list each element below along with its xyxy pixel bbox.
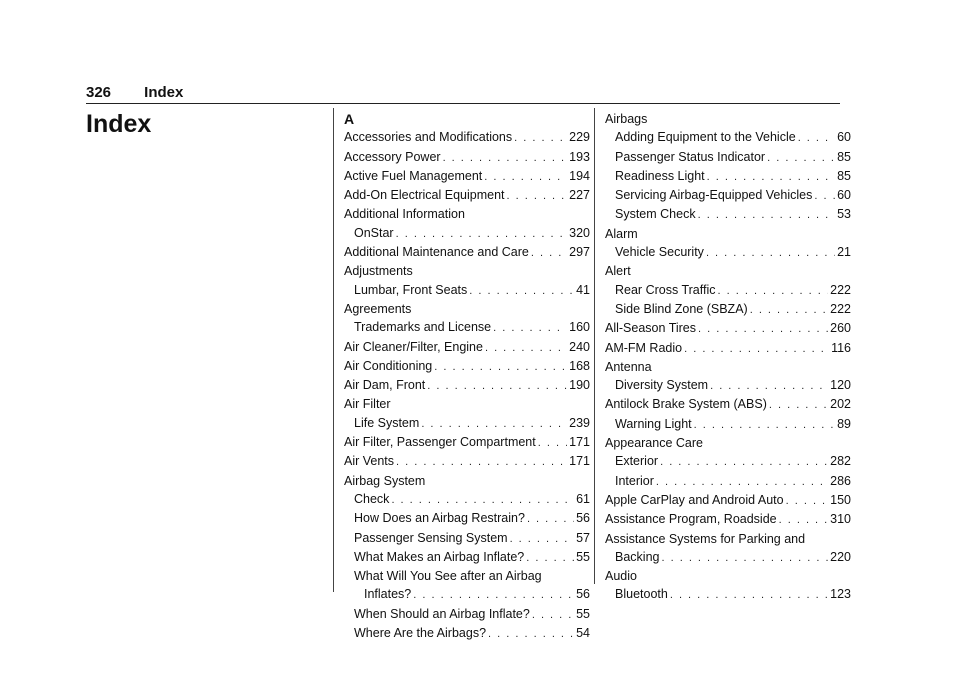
entry-term: Alarm <box>605 226 638 241</box>
dot-leader <box>488 625 574 643</box>
index-entry <box>605 434 851 452</box>
entry-page-link[interactable]: 320 <box>569 225 590 240</box>
index-entry <box>344 490 590 509</box>
entry-page-link[interactable]: 55 <box>576 606 590 621</box>
entry-term: Appearance Care <box>605 436 703 451</box>
index-entry <box>605 148 851 167</box>
index-entry <box>344 224 590 243</box>
index-entry <box>344 205 590 223</box>
entry-term: Air Filter <box>344 397 391 412</box>
dot-leader <box>507 187 568 205</box>
dot-leader <box>798 129 835 147</box>
entry-page-link[interactable]: 56 <box>576 587 590 602</box>
entry-term: What Will You See after an Airbag <box>354 569 542 584</box>
dot-leader <box>527 510 574 528</box>
index-entry <box>605 567 851 585</box>
dot-leader <box>413 586 574 604</box>
index-entry <box>605 395 851 414</box>
entry-term: How Does an Airbag Restrain? <box>354 511 525 526</box>
dot-leader <box>698 320 828 338</box>
entry-term: Interior <box>615 473 654 488</box>
entry-page-link[interactable]: 171 <box>569 454 590 469</box>
entry-page-link[interactable]: 55 <box>576 549 590 564</box>
entry-term: Assistance Program, Roadside <box>605 512 777 527</box>
index-entries <box>605 110 851 605</box>
dot-leader <box>670 586 828 604</box>
dot-leader <box>698 206 836 224</box>
dot-leader <box>396 225 568 243</box>
entry-term: Check <box>354 491 390 506</box>
index-entry <box>605 452 851 471</box>
entry-page-link[interactable]: 222 <box>830 282 851 297</box>
entry-term: Active Fuel Management <box>344 168 483 183</box>
index-entry <box>605 358 851 376</box>
index-entry <box>344 148 590 167</box>
index-column-2 <box>605 110 851 605</box>
entry-term: Lumbar, Front Seats <box>354 282 468 297</box>
dot-leader <box>779 511 829 529</box>
index-entry <box>605 262 851 280</box>
entry-page-link[interactable]: 310 <box>830 512 851 527</box>
entry-term: Air Dam, Front <box>344 378 426 393</box>
entry-term: Side Blind Zone (SBZA) <box>615 301 748 316</box>
entry-term: OnStar <box>354 225 394 240</box>
dot-leader <box>684 340 829 358</box>
dot-leader <box>443 149 568 167</box>
dot-leader <box>750 301 828 319</box>
dot-leader <box>396 453 567 471</box>
entry-term: Backing <box>615 549 660 564</box>
index-entry <box>605 472 851 491</box>
index-entry <box>344 338 590 357</box>
entry-page-link[interactable]: 54 <box>576 626 590 641</box>
index-entry <box>605 376 851 395</box>
entry-term: Airbag System <box>344 473 426 488</box>
index-entry <box>344 186 590 205</box>
entry-term: Passenger Sensing System <box>354 530 508 545</box>
entry-term: Adjustments <box>344 264 413 279</box>
dot-leader <box>493 319 567 337</box>
dot-leader <box>427 377 567 395</box>
dot-leader <box>514 129 567 147</box>
entry-term: Vehicle Security <box>615 245 704 260</box>
entry-page-link[interactable]: 57 <box>576 530 590 545</box>
index-column-1 <box>344 110 590 643</box>
entry-page-link[interactable]: 190 <box>569 378 590 393</box>
dot-leader <box>707 168 835 186</box>
entry-page-link[interactable]: 56 <box>576 511 590 526</box>
entry-page-link[interactable]: 222 <box>830 301 851 316</box>
entry-page-link[interactable]: 89 <box>837 416 851 431</box>
dot-leader <box>661 549 828 567</box>
index-entry <box>344 357 590 376</box>
dot-leader <box>538 434 567 452</box>
index-entry <box>344 262 590 280</box>
entry-page-link[interactable]: 194 <box>569 168 590 183</box>
entry-term: Exterior <box>615 454 659 469</box>
entry-page-link[interactable]: 229 <box>569 130 590 145</box>
index-entry <box>344 376 590 395</box>
entry-page-link[interactable]: 150 <box>830 492 851 507</box>
dot-leader <box>694 416 835 434</box>
index-entry <box>605 205 851 224</box>
entry-term: Diversity System <box>615 378 709 393</box>
entry-term: Rear Cross Traffic <box>615 282 716 297</box>
entry-term: Additional Information <box>344 207 465 222</box>
entry-page-link[interactable]: 60 <box>837 130 851 145</box>
index-entries <box>344 128 590 643</box>
index-entry <box>344 605 590 624</box>
index-entry <box>605 300 851 319</box>
dot-leader <box>391 491 574 509</box>
dot-leader <box>718 282 829 300</box>
dot-leader <box>469 282 574 300</box>
entry-page-link[interactable]: 168 <box>569 358 590 373</box>
dot-leader <box>656 473 828 491</box>
entry-term: Add-On Electrical Equipment <box>344 188 505 203</box>
index-entry <box>344 452 590 471</box>
dot-leader <box>532 606 574 624</box>
index-entry <box>344 624 590 643</box>
index-entry <box>605 585 851 604</box>
index-entry <box>344 529 590 548</box>
index-entry <box>605 281 851 300</box>
index-entry <box>605 186 851 205</box>
index-entry <box>605 510 851 529</box>
entry-page-link[interactable]: 61 <box>576 491 590 506</box>
entry-term: Air Conditioning <box>344 358 433 373</box>
entry-term: Passenger Status Indicator <box>615 149 766 164</box>
index-entry <box>605 243 851 262</box>
entry-term: Bluetooth <box>615 587 668 602</box>
entry-page-link[interactable]: 41 <box>576 282 590 297</box>
entry-page-link[interactable]: 202 <box>830 397 851 412</box>
entry-page-link[interactable]: 286 <box>830 473 851 488</box>
index-entry <box>605 225 851 243</box>
entry-term: Antilock Brake System (ABS) <box>605 397 767 412</box>
entry-page-link[interactable]: 21 <box>837 245 851 260</box>
dot-leader <box>531 244 567 262</box>
index-entry <box>344 281 590 300</box>
entry-page-link[interactable]: 282 <box>830 454 851 469</box>
dot-leader <box>485 339 567 357</box>
entry-term: Antenna <box>605 359 652 374</box>
column-divider <box>594 108 595 584</box>
index-entry <box>344 318 590 337</box>
index-entry <box>605 491 851 510</box>
entry-page-link[interactable]: 85 <box>837 149 851 164</box>
entry-page-link[interactable]: 116 <box>831 340 851 355</box>
entry-term: Additional Maintenance and Care <box>344 245 529 260</box>
dot-leader <box>434 358 567 376</box>
entry-term: Air Vents <box>344 454 395 469</box>
entry-term: Airbags <box>605 112 648 126</box>
entry-term: Agreements <box>344 301 412 316</box>
header-rule <box>86 103 840 104</box>
entry-page-link[interactable]: 227 <box>569 188 590 203</box>
page-number: 326 <box>86 84 112 101</box>
index-entry <box>605 530 851 548</box>
entry-page-link[interactable]: 53 <box>837 207 851 222</box>
entry-term: Assistance Systems for Parking and <box>605 531 806 546</box>
entry-term: Inflates? <box>364 587 412 602</box>
index-entry <box>344 585 590 604</box>
entry-page-link[interactable]: 160 <box>569 320 590 335</box>
index-entry <box>344 243 590 262</box>
index-entry <box>605 548 851 567</box>
dot-leader <box>660 453 828 471</box>
entry-page-link[interactable]: 123 <box>830 587 851 602</box>
dot-leader <box>767 149 835 167</box>
entry-term: Audio <box>605 569 637 584</box>
entry-term: Readiness Light <box>615 168 705 183</box>
index-entry <box>344 300 590 318</box>
entry-term: Warning Light <box>615 416 692 431</box>
index-entry <box>605 128 851 147</box>
index-entry <box>344 509 590 528</box>
entry-page-link[interactable]: 240 <box>569 339 590 354</box>
index-entry <box>605 339 851 358</box>
entry-term: Life System <box>354 415 420 430</box>
entry-page-link[interactable]: 60 <box>837 188 851 203</box>
index-entry <box>344 567 590 585</box>
dot-leader <box>484 168 567 186</box>
index-entry <box>344 548 590 567</box>
entry-term: Air Cleaner/Filter, Engine <box>344 339 483 354</box>
dot-leader <box>706 244 835 262</box>
entry-page-link[interactable]: 220 <box>830 549 851 564</box>
entry-page-link[interactable]: 239 <box>569 415 590 430</box>
index-entry <box>344 395 590 413</box>
index-letter-heading: A <box>344 111 355 127</box>
column-divider <box>333 108 334 592</box>
entry-page-link[interactable]: 120 <box>830 378 851 393</box>
entry-page-link[interactable]: 193 <box>569 149 590 164</box>
entry-term: System Check <box>615 207 696 222</box>
entry-term: Air Filter, Passenger Compartment <box>344 435 536 450</box>
dot-leader <box>814 187 835 205</box>
index-entry <box>605 415 851 434</box>
entry-term: Trademarks and License <box>354 320 492 335</box>
entry-term: Accessories and Modifications <box>344 130 513 145</box>
index-entry <box>344 414 590 433</box>
index-entry <box>605 167 851 186</box>
index-entry <box>605 319 851 338</box>
entry-term: Accessory Power <box>344 149 441 164</box>
dot-leader <box>510 530 575 548</box>
entry-term: Adding Equipment to the Vehicle <box>615 130 796 145</box>
index-entry <box>344 472 590 490</box>
entry-term: Where Are the Airbags? <box>354 626 487 641</box>
entry-page-link[interactable]: 85 <box>837 168 851 183</box>
entry-term: Apple CarPlay and Android Auto <box>605 492 784 507</box>
entry-term: When Should an Airbag Inflate? <box>354 606 530 621</box>
page-title: Index <box>86 110 152 138</box>
dot-leader <box>786 492 829 510</box>
dot-leader <box>710 377 828 395</box>
entry-term: Alert <box>605 264 631 279</box>
entry-page-link[interactable]: 297 <box>569 245 590 260</box>
index-entry <box>605 110 851 128</box>
dot-leader <box>769 396 828 414</box>
entry-term: AM-FM Radio <box>605 340 683 355</box>
dot-leader <box>421 415 567 433</box>
entry-term: Servicing Airbag-Equipped Vehicles <box>615 188 813 203</box>
entry-term: What Makes an Airbag Inflate? <box>354 549 525 564</box>
dot-leader <box>526 549 574 567</box>
section-title: Index <box>144 84 184 101</box>
entry-page-link[interactable]: 260 <box>830 321 851 336</box>
running-header <box>86 84 183 101</box>
index-entry <box>344 433 590 452</box>
index-entry <box>344 128 590 147</box>
index-entry <box>344 167 590 186</box>
entry-term: All-Season Tires <box>605 321 697 336</box>
entry-page-link[interactable]: 171 <box>569 435 590 450</box>
